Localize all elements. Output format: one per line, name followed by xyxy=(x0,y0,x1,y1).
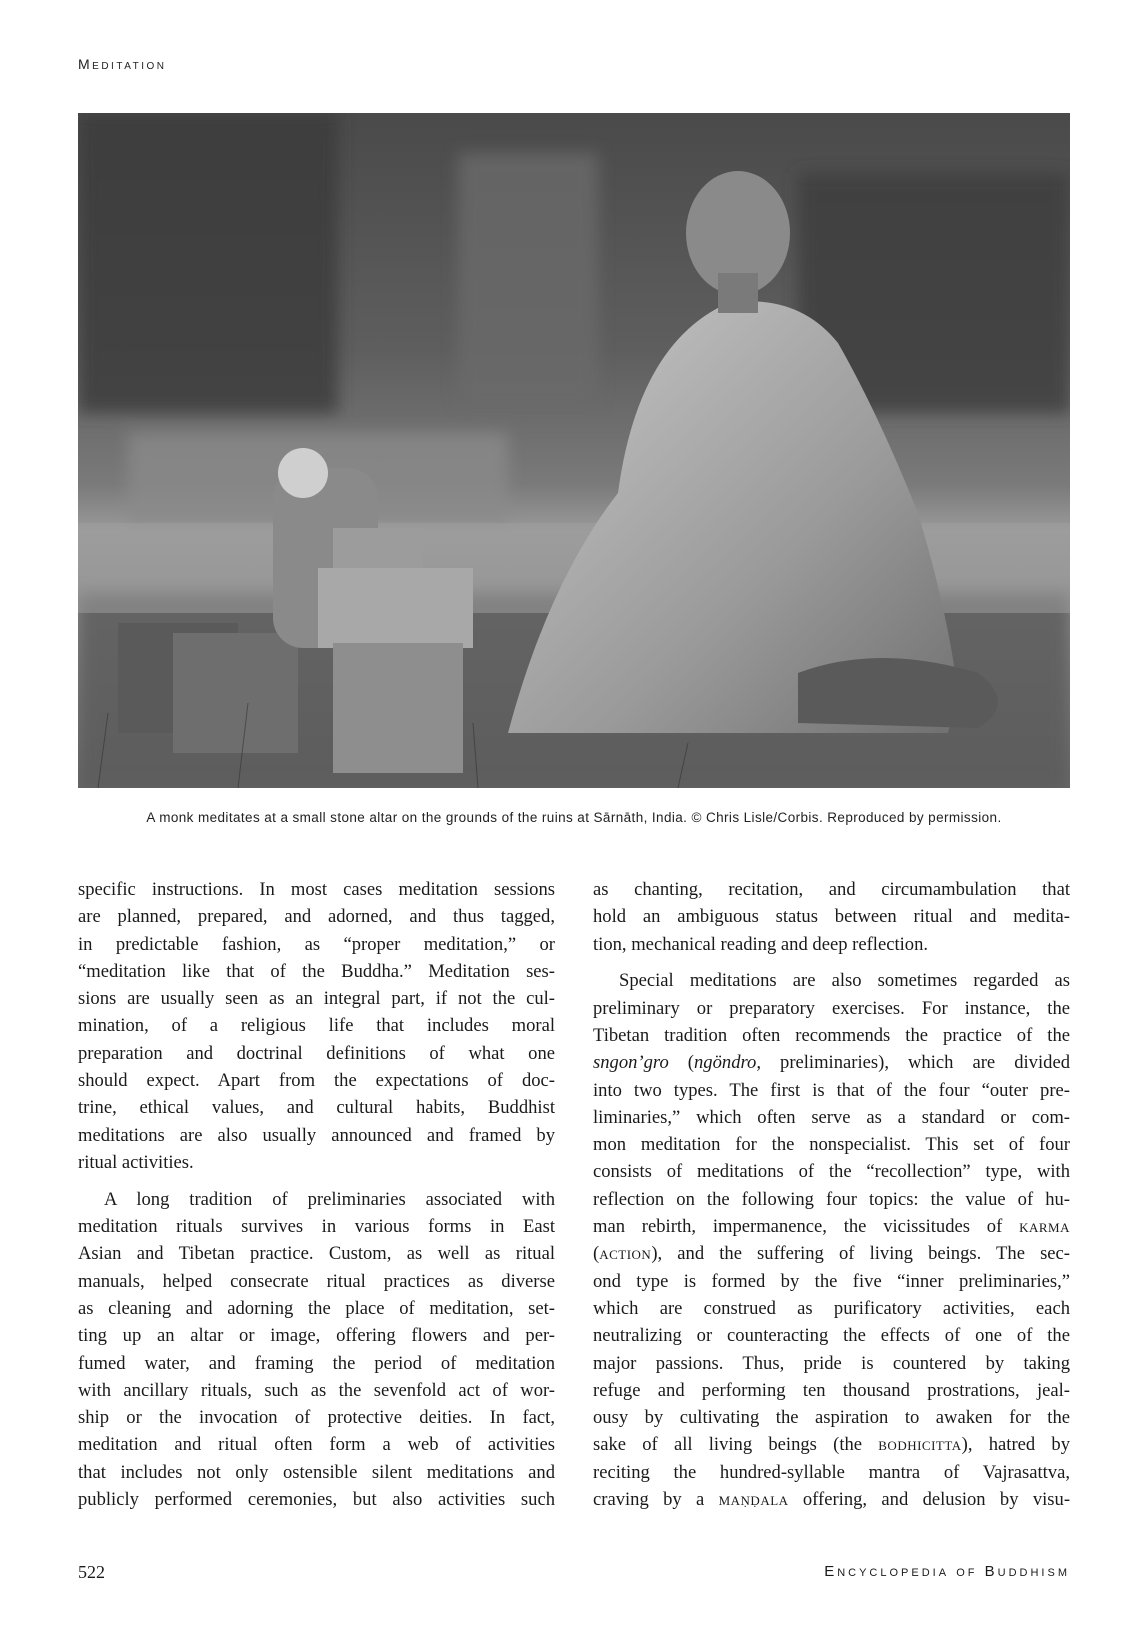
text-line: ousy by cultivating the aspiration to awaken for the xyxy=(593,1407,1070,1429)
text-line: ship or the invocation of protective deities. In fact, xyxy=(78,1407,555,1429)
text-segment: offering, and delusion by visu- xyxy=(788,1489,1071,1511)
text-line: Tibetan tradition often recommends the practice of the xyxy=(593,1024,1070,1046)
paragraph xyxy=(593,967,1070,1513)
text-line xyxy=(593,1486,1070,1513)
left-column xyxy=(78,876,555,1523)
right-column xyxy=(593,876,1070,1523)
text-line: meditation and ritual often form a web of activities xyxy=(78,1434,555,1456)
text-line xyxy=(593,1240,1070,1267)
text-line: “meditation like that of the Buddha.” Meditation ses- xyxy=(78,960,555,982)
text-line xyxy=(593,1431,1070,1458)
text-line xyxy=(593,1049,1070,1076)
text-line: as cleaning and adorning the place of meditation, set- xyxy=(78,1297,555,1319)
text-line: mination, of a religious life that includes moral xyxy=(78,1015,555,1037)
text-segment: craving by a xyxy=(593,1489,719,1511)
text-line: ting up an altar or image, offering flowers and per- xyxy=(78,1325,555,1347)
text-line: major passions. Thus, pride is countered by taking xyxy=(593,1352,1070,1374)
text-line: sions are usually seen as an integral part, if not the cul- xyxy=(78,988,555,1010)
text-line: which are construed as purificatory activities, each xyxy=(593,1297,1070,1319)
text-segment: ), hatred by xyxy=(961,1434,1070,1456)
text-line: meditation rituals survives in various forms in East xyxy=(78,1216,555,1238)
text-segment: ( xyxy=(593,1243,600,1265)
text-segment: sake of all living beings (the xyxy=(593,1434,879,1456)
text-line: reciting the hundred-syllable mantra of Vajrasattva, xyxy=(593,1461,1070,1483)
cross-reference-link[interactable]: karma xyxy=(1019,1216,1070,1238)
italic-term: sngon’gro xyxy=(593,1052,669,1074)
text-line: tion, mechanical reading and deep reflection. xyxy=(593,933,929,955)
text-line: Special meditations are also sometimes regarded as xyxy=(619,970,1070,992)
text-segment: man rebirth, impermanence, the vicissitudes of xyxy=(593,1216,1020,1238)
text-line: are planned, prepared, and adorned, and thus tagged, xyxy=(78,906,555,928)
text-line: with ancillary rituals, such as the sevenfold act of wor- xyxy=(78,1379,555,1401)
text-line: fumed water, and framing the period of meditation xyxy=(78,1352,555,1374)
text-line: as chanting, recitation, and circumambulation that xyxy=(593,879,1070,900)
text-segment: preliminaries), which are divided xyxy=(760,1052,1070,1074)
page-number: 522 xyxy=(78,1562,105,1582)
text-line: in predictable fashion, as “proper meditation,” or xyxy=(78,933,555,955)
text-line: reflection on the following four topics: the value of hu- xyxy=(593,1188,1070,1210)
text-line: should expect. Apart from the expectations of doc- xyxy=(78,1070,555,1092)
text-line: A long tradition of preliminaries associated with xyxy=(104,1188,555,1210)
text-line: into two types. The first is that of the four “outer pre- xyxy=(593,1079,1070,1101)
text-line: neutralizing or counteracting the effects of one of the xyxy=(593,1325,1070,1347)
text-line: preparation and doctrinal definitions of what one xyxy=(78,1042,555,1064)
photo-monk-meditating xyxy=(78,113,1070,788)
text-segment: action xyxy=(599,1243,652,1265)
text-line: ritual activities. xyxy=(78,1151,194,1173)
text-line: publicly performed ceremonies, but also activities such xyxy=(78,1489,555,1511)
text-line: refuge and performing ten thousand prostrations, jeal- xyxy=(593,1379,1070,1401)
running-head: Meditation xyxy=(78,56,167,72)
text-line: Asian and Tibetan practice. Custom, as well as ritual xyxy=(78,1243,555,1265)
text-line: manuals, helped consecrate ritual practices as diverse xyxy=(78,1270,555,1292)
paragraph xyxy=(78,1186,555,1514)
cross-reference-link[interactable]: bodhicitta xyxy=(878,1434,962,1456)
text-segment: ( xyxy=(668,1052,694,1074)
text-line: ond type is formed by the five “inner preliminaries,” xyxy=(593,1270,1070,1292)
text-line: mon meditation for the nonspecialist. This set of four xyxy=(593,1134,1070,1156)
text-line: preliminary or preparatory exercises. For instance, the xyxy=(593,997,1070,1019)
text-line xyxy=(593,1213,1070,1240)
text-line: meditations are also usually announced and framed by xyxy=(78,1124,555,1146)
italic-term: ngöndro, xyxy=(694,1052,761,1074)
text-line: hold an ambiguous status between ritual and medita- xyxy=(593,906,1070,928)
paragraph xyxy=(78,876,555,1176)
text-segment: ), and the suffering of living beings. The sec- xyxy=(651,1243,1070,1265)
paragraph xyxy=(593,876,1070,958)
text-line: that includes not only ostensible silent meditations and xyxy=(78,1461,555,1483)
text-line: liminaries,” which often serve as a standard or com- xyxy=(593,1106,1070,1128)
text-line: trine, ethical values, and cultural habits, Buddhist xyxy=(78,1097,555,1119)
text-line: consists of meditations of the “recollection” type, with xyxy=(593,1161,1070,1183)
photo-caption: A monk meditates at a small stone altar on the grounds of the ruins at Sārnāth, India. © Chris Lisle/Corbis. Reproduced by permission. xyxy=(146,810,1002,825)
book-title: Encyclopedia of Buddhism xyxy=(824,1563,1070,1580)
text-line: specific instructions. In most cases meditation sessions xyxy=(78,879,555,900)
cross-reference-link[interactable]: maṇḍala xyxy=(718,1489,789,1511)
